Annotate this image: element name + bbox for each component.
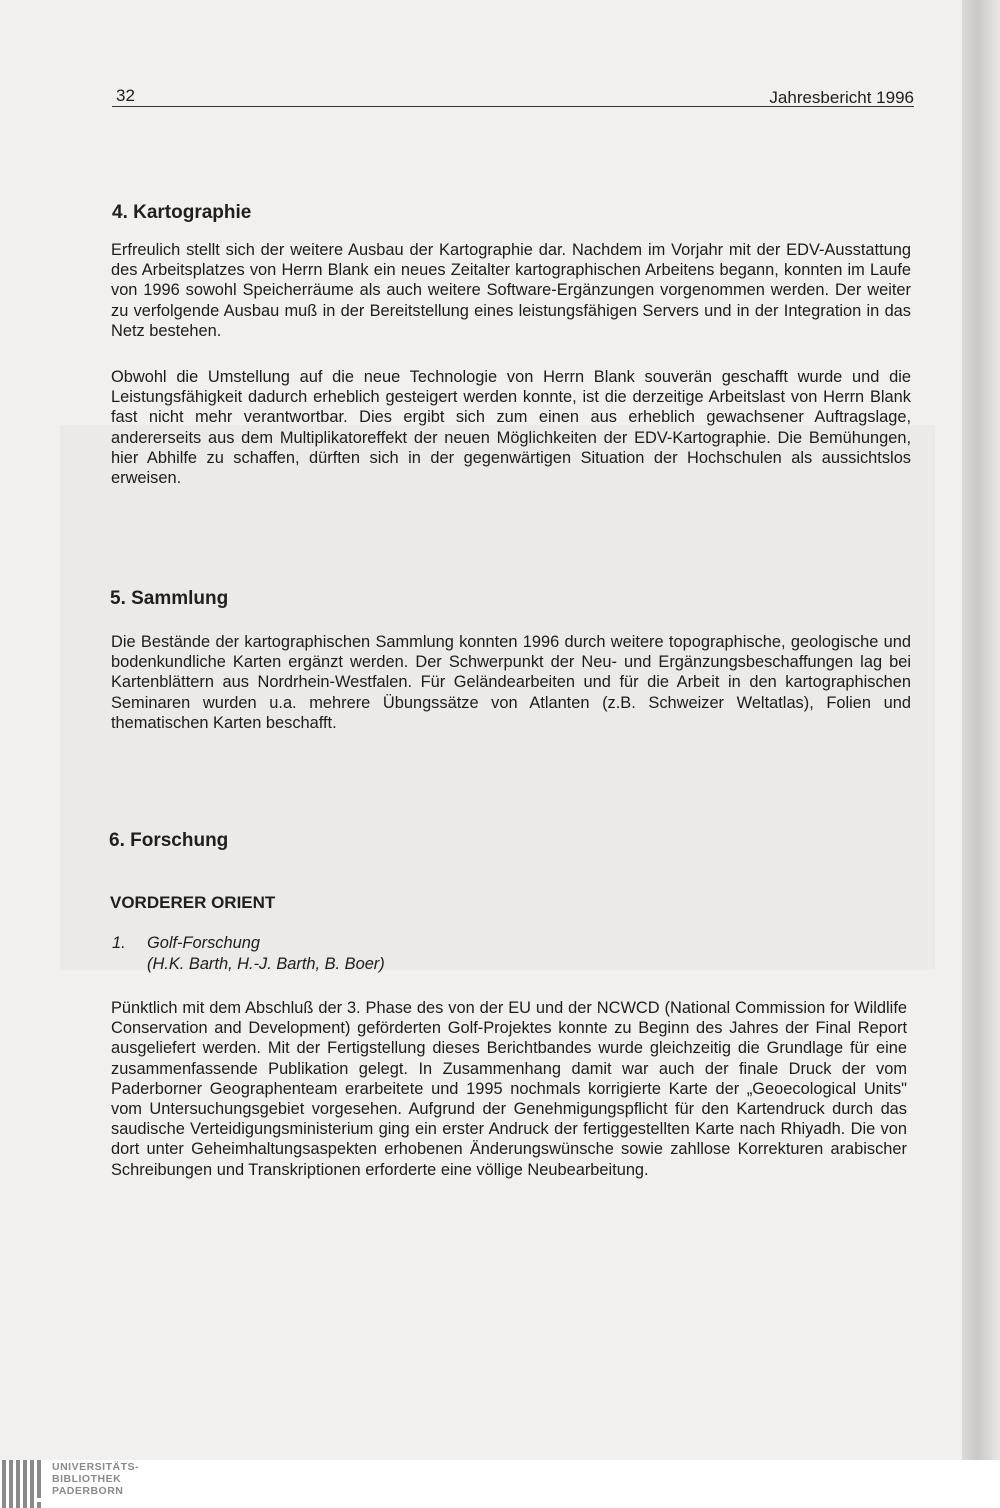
section-heading-forschung: 6. Forschung <box>109 830 229 851</box>
library-logo-icon <box>2 1460 42 1508</box>
page-number: 32 <box>116 86 135 105</box>
subsection-heading-vorderer-orient: VORDERER ORIENT <box>110 893 276 912</box>
running-title: Jahresbericht 1996 <box>769 88 914 107</box>
section-heading-kartographie: 4. Kartographie <box>112 202 252 223</box>
forschung-paragraph: Pünktlich mit dem Abschluß der 3. Phase des von der EU und der NCWCD (National Commission for Wildlife Conservation and Development) geförderten Golf-Projektes konnte zu Beginn des Jahres der Final Report ausgeliefert werden. Mit der Fertigstellung dieses Berichtbandes wurde gleichzeitig die Grundlage für eine zusammenfassende Publikation gelegt. In Zusammenhang damit war auch der finale Druck der vom Paderborner Geographenteam erarbeitete und 1995 nochmals korrigierte Karte der „Geoecological Units" vom Untersuchungsgebiet vorgesehen. Aufgrund der Genehmigungspflicht für den Kartendruck durch das saudische Verteidigungsministerium ging ein erster Andruck der fertiggestellten Karte nach Rhiyadh. Die von dort unter Geheimhaltungsaspekten erhobenen Änderungswünsche sowie zahllose Korrekturen arabischer Schreibungen und Transkriptionen erforderte eine völlige Neubearbeitung. <box>111 999 907 1179</box>
running-header <box>112 86 914 107</box>
page-edge-shadow <box>962 0 1000 1460</box>
item-title: Golf-Forschung <box>147 934 260 952</box>
sammlung-paragraph: Die Bestände der kartographischen Sammlung konnten 1996 durch weitere topographische, geologische und bodenkundliche Karten ergänzt werden. Der Schwerpunkt der Neu- und Ergänzungsbeschaffungen lag bei Kartenblättern aus Nordrhein-Westfalen. Für Geländearbeiten und für die Arbeit in den kartographischen Seminaren wurden u.a. mehrere Übungssätze von Atlanten (z.B. Schweizer Weltatlas), Folien und thematischen Karten beschafft. <box>111 633 911 732</box>
library-logo-text: UNIVERSITÄTS- BIBLIOTHEK PADERBORN <box>52 1461 140 1497</box>
kartographie-paragraph-1: Erfreulich stellt sich der weitere Ausbau der Kartographie dar. Nachdem im Vorjahr mit der EDV-Ausstattung des Arbeitsplatzes von Herrn Blank ein neues Zeitalter kartographischen Arbeitens begann, konnten im Laufe von 1996 sowohl Speicherräume als auch weitere Software-Ergänzungen vorgenommen werden. Der weiter zu verfolgende Ausbau muß in der Bereitstellung eines leistungsfähigen Servers und in der Integration in das Netz bestehen. <box>111 241 911 340</box>
item-number: 1. <box>112 934 126 952</box>
item-authors: (H.K. Barth, H.-J. Barth, B. Boer) <box>147 955 385 973</box>
section-heading-sammlung: 5. Sammlung <box>110 588 229 609</box>
library-footer <box>0 1460 1000 1508</box>
kartographie-paragraph-2: Obwohl die Umstellung auf die neue Technologie von Herrn Blank souverän geschafft wurde und die Leistungsfähigkeit dadurch erheblich gesteigert werden konnte, ist die derzeitige Arbeitslast von Herrn Blank fast nicht mehr verantwortbar. Dies ergibt sich zum einen aus erheblich gewachsener Auftragslage, andererseits aus dem Multiplikatoreffekt der neuen Möglichkeiten der EDV-Kartographie. Die Bemühungen, hier Abhilfe zu schaffen, dürften sich in der gegenwärtigen Situation der Hochschulen als aussichtslos erweisen. <box>111 368 911 488</box>
